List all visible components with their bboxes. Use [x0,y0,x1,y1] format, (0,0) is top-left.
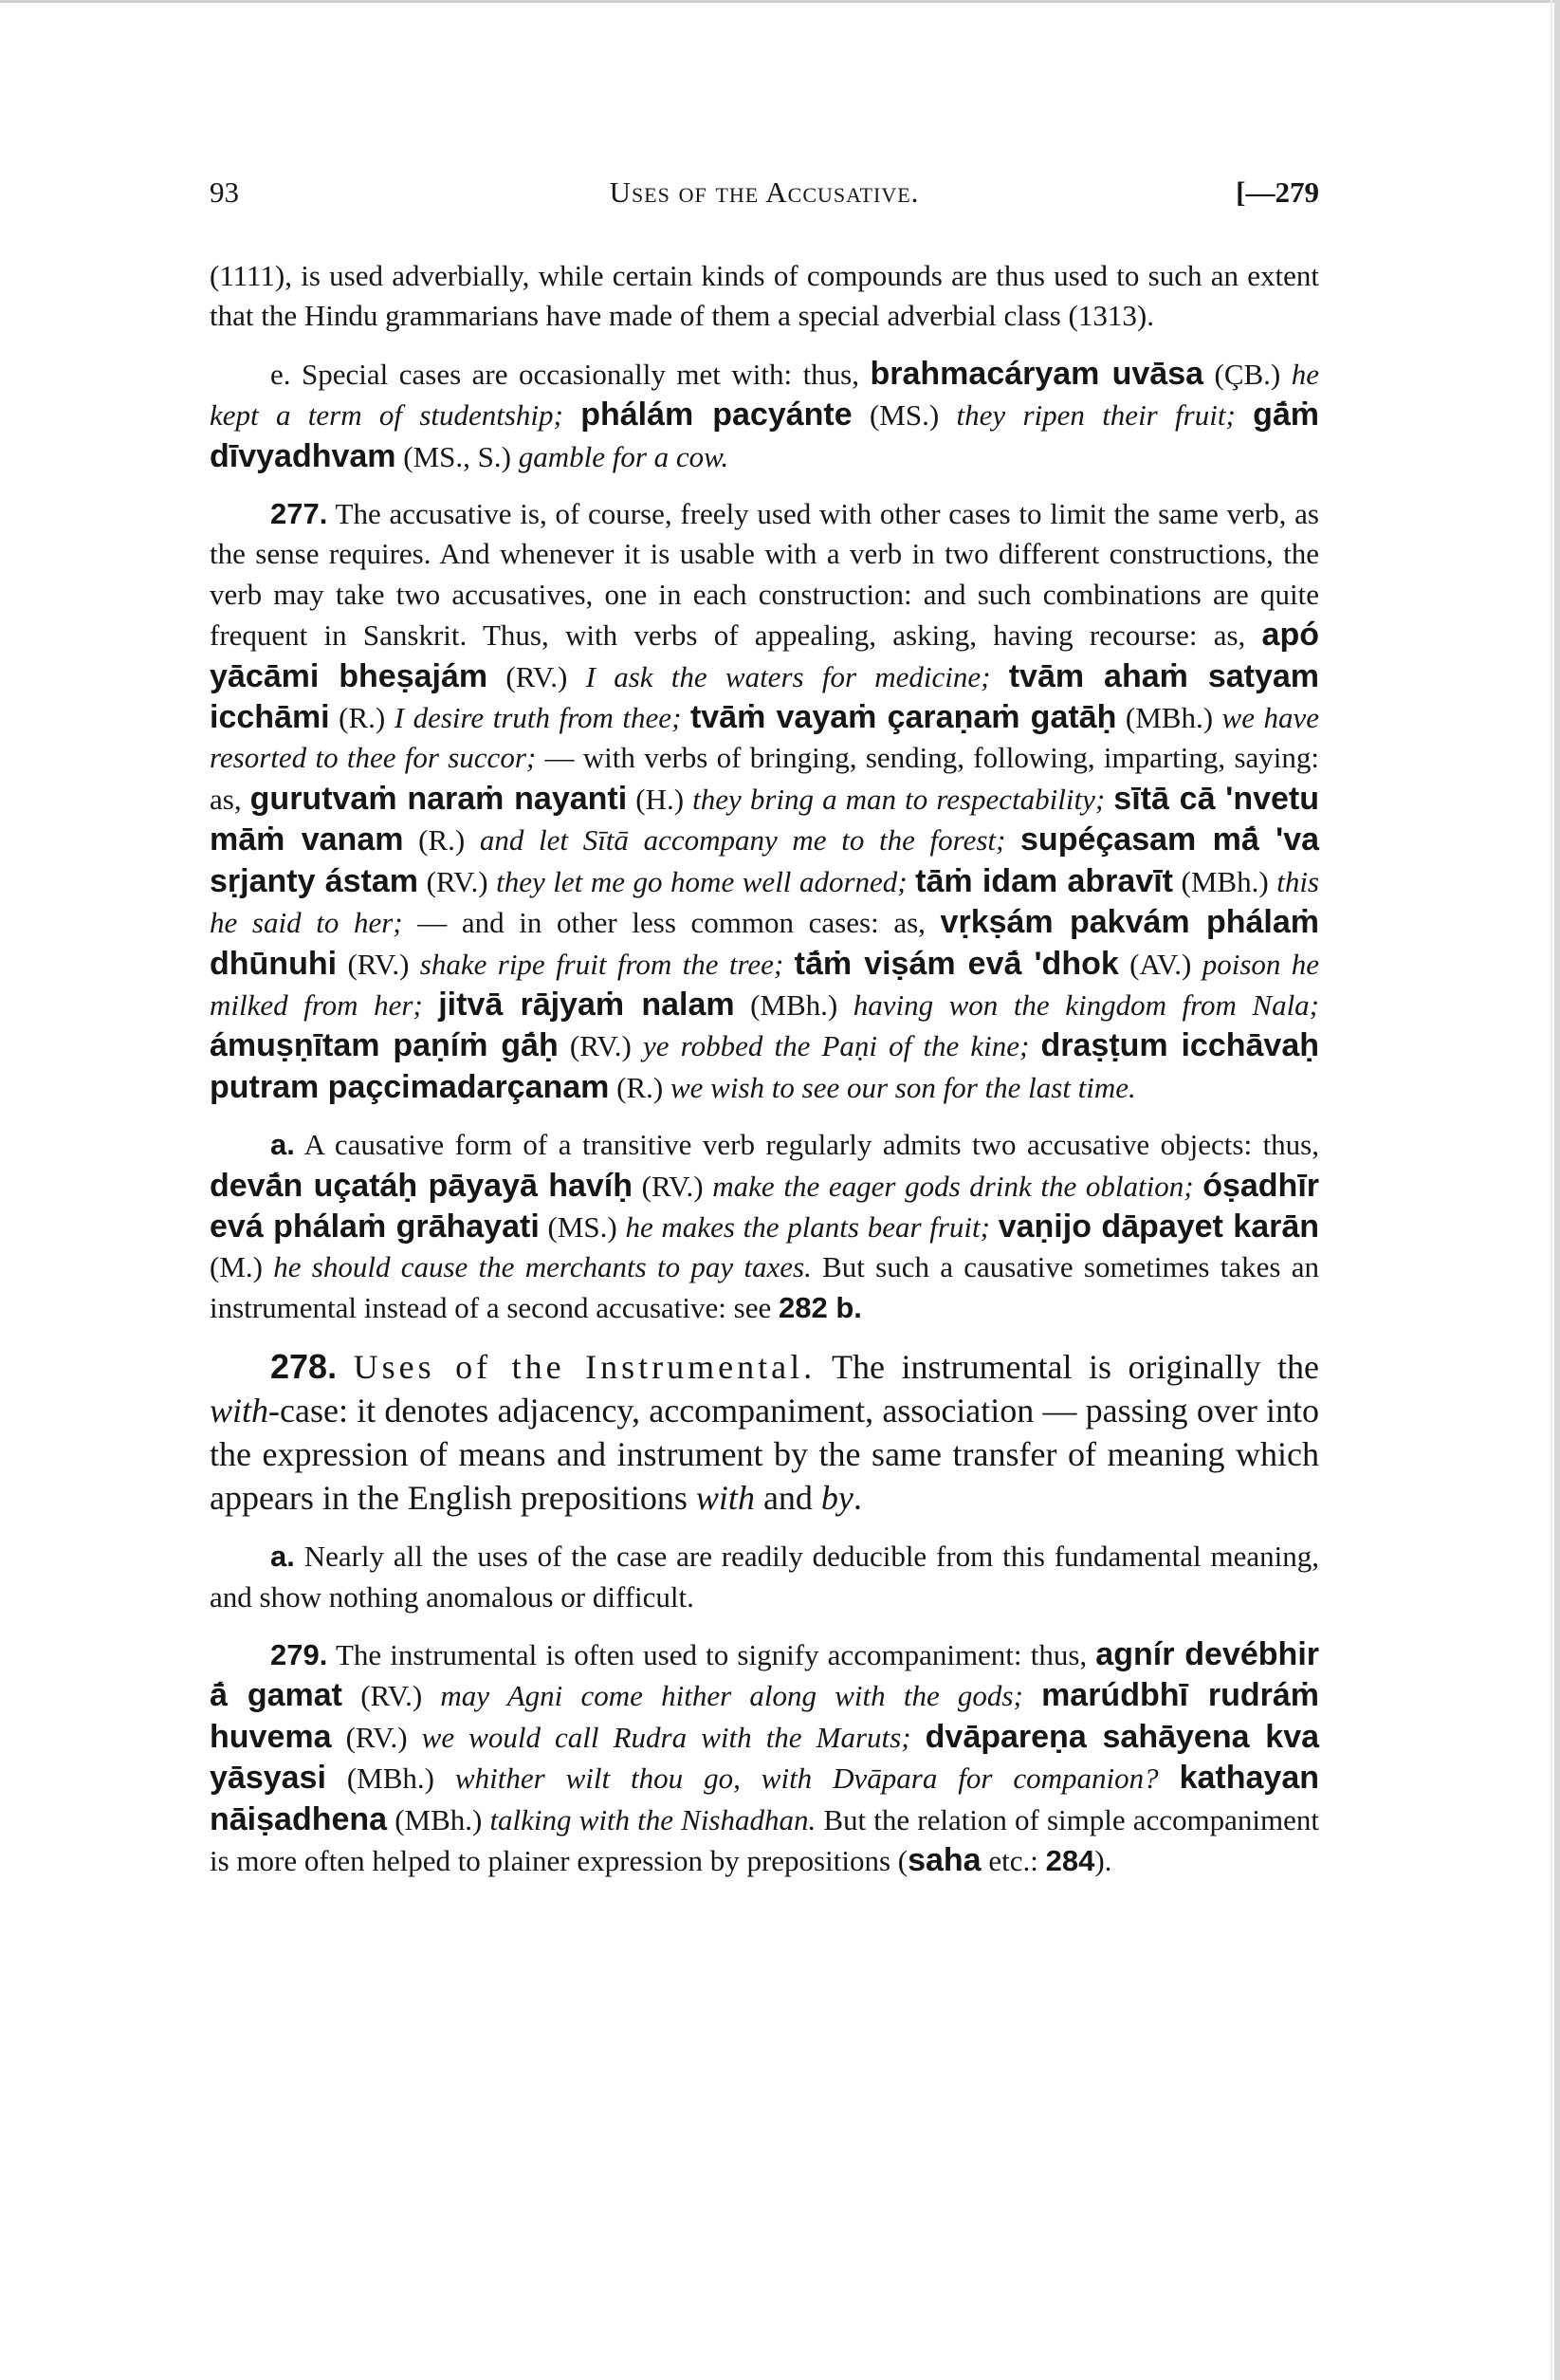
translation-text: shake ripe fruit from the tree; [419,947,784,981]
body-text: (1111), is used adverbially, while certain kinds of compounds are thus used to such an extent that the Hindu grammarians have made of them a special adverbial class (1313). [210,259,1319,333]
sanskrit-text: dvāpareṇa sahāyena kva yāsyasi [210,1718,1320,1797]
section-heading-instrumental: Uses of the Instrumental. [353,1348,817,1387]
paragraph-279 [210,1634,1319,1881]
translation-text: talking with the Nishadhan. [489,1802,817,1836]
body-text [1023,1679,1041,1712]
section-reference: [—279 [1236,175,1319,209]
sanskrit-text: devā́n uçatáḥ pāyayā havíḥ [210,1167,633,1204]
body-text: (RV.) [418,864,497,898]
sanskrit-text: saha [908,1842,982,1878]
body-text [990,1210,999,1244]
translation-text: I desire truth from thee; [394,701,682,735]
page-number: 93 [210,175,239,209]
sanskrit-text: agnír devébhir ā́ gamat [210,1635,1319,1714]
translation-text: they bring a man to respectability; [692,782,1106,816]
body-text: The instrumental is often used to signify accompaniment: thus, [327,1637,1096,1671]
body-text [337,1348,354,1386]
section-number: a. [270,1128,295,1162]
body-text: (RV.) [487,659,586,693]
sanskrit-text: tvāṁ vayaṁ çaraṇaṁ gatāḥ [689,699,1117,736]
body-text: etc.: [981,1844,1046,1877]
body-text: (MS.) [852,398,957,433]
translation-text: gamble for a cow. [518,439,729,473]
sanskrit-text: tvām ahaṁ satyam icchāmi [210,657,1320,736]
body-text: (ÇB.) [1203,357,1292,391]
body-text: (RV.) [337,947,420,981]
body-text [1236,398,1253,432]
section-number: 278. [270,1347,338,1387]
translation-text: he makes the plants bear fruit; [625,1209,990,1244]
sanskrit-text: ámuṣṇītam paṇíṁ gā́ḥ [210,1027,559,1064]
translation-text: this he said to her; [210,864,1319,940]
body-text: (AV.) [1118,947,1202,981]
sanskrit-text: kathayan nāiṣadhena [210,1760,1320,1837]
body-text: (RV.) [633,1169,713,1203]
body-text: — with verbs of bringing, sending, following, imparting, saying: as, [210,741,1319,816]
body-text: (R.) [329,701,395,735]
scan-edge-right [1554,0,1560,2380]
body-text: and [754,1479,821,1518]
body-text: (MBh.) [387,1802,490,1836]
body-text: (MS., S.) [395,439,519,473]
sanskrit-text: gā́ṁ dīvyadhvam [210,397,1320,474]
paragraph-277 [210,494,1319,1108]
sanskrit-text: jitvā rājyaṁ nalam [438,986,735,1023]
sanskrit-text: marúdbhī rudráṁ huvema [210,1677,1320,1755]
translation-text: make the eager gods drink the oblation; [712,1169,1194,1203]
body-text: The accusative is, of course, freely used with other cases to limit the same verb, as the sense requires. And whenever it is usable with a verb in two different constructions, the verb may take two accusatives, one in each construction: and such combinations are quite frequent in Sanskrit. Thus, with verbs of appealing, asking, having recourse: as, [210,497,1319,653]
body-text [1194,1170,1203,1203]
paragraph-277a [210,1125,1319,1328]
body-text: (RV.) [558,1029,643,1063]
body-text [1159,1762,1180,1795]
sanskrit-text: gurutvaṁ naraṁ nayanti [249,780,628,817]
paragraph-276e [210,354,1319,477]
body-text: (R.) [609,1070,670,1104]
translation-text: having won the kingdom from Nala; [853,987,1320,1022]
translation-text: with [695,1479,755,1518]
translation-text: poison he milked from her; [210,947,1320,1022]
body-text: — and in other less common cases: as, [402,906,941,940]
sanskrit-text: tāṁ idam abravīt [915,862,1173,899]
body-text [783,948,794,981]
translation-text: ye robbed the Paṇi of the kine; [643,1029,1030,1063]
sanskrit-text: tā́ṁ viṣám evā́ 'dhok [794,945,1119,982]
sanskrit-text: vṛkṣám pakvám phálaṁ dhūnuhi [210,904,1319,982]
sanskrit-text: draṣṭum icchāvaḥ putram paçcimadarçanam [210,1027,1320,1105]
body-text [1005,823,1020,857]
body-text [1105,783,1113,816]
sanskrit-text: sītā cā 'nvetu māṁ vanam [210,780,1320,858]
body-text: . [853,1479,862,1518]
translation-text: we wish to see our son for the last time. [670,1070,1136,1104]
body-text: (H.) [627,782,693,816]
scan-edge-right-inner [1551,0,1552,2380]
translation-text: they ripen their fruit; [956,398,1236,433]
section-number: 282 b. [778,1290,862,1324]
body-text: ). [1094,1844,1112,1877]
translation-text: whither wilt thou go, with Dvāpara for companion? [454,1762,1159,1796]
body-text [563,398,580,432]
body-text: (MBh.) [734,987,853,1022]
translation-text: I ask the waters for medicine; [585,659,991,693]
body-text: (MS.) [539,1209,626,1244]
body-text [1029,1029,1040,1062]
translation-text: with [210,1392,269,1430]
paragraph-278a [210,1537,1319,1617]
section-number: 284 [1045,1844,1095,1877]
body-text: (RV.) [331,1720,422,1754]
translation-text: and let Sītā accompany me to the forest; [479,823,1006,858]
body-text: e. Special cases are occasionally met with: thus, [270,357,871,391]
body-text: But the relation of simple accompaniment is more often helped to plainer expression by prepositions ( [210,1802,1319,1877]
running-header [210,175,1319,213]
scan-edge-top [0,0,1560,3]
sanskrit-text: óṣadhīr evá phálaṁ grāhayati [210,1167,1320,1245]
body-text [908,865,916,898]
translation-text: we have resorted to thee for succor; [210,701,1320,775]
body-text: A causative form of a transitive verb regularly admits two accusative objects: thus, [294,1128,1319,1162]
sanskrit-text: apó yācāmi bheṣajám [210,617,1319,694]
body-text: (M.) [210,1250,274,1284]
body-text [681,701,690,734]
page-body [210,256,1319,1898]
body-text [911,1721,926,1754]
sanskrit-text: phálám pacyánte [580,397,853,434]
body-text: Nearly all the uses of the case are readily deducible from this fundamental meaning, and show nothing anomalous or difficult. [210,1540,1319,1614]
body-text: But such a causative sometimes takes an instrumental instead of a second accusative: see [210,1250,1319,1324]
body-text: (MBh.) [1172,864,1277,898]
translation-text: may Agni come hither along with the gods; [440,1679,1023,1713]
translation-text: they let me go home well adorned; [496,864,908,898]
body-text [423,988,439,1022]
translation-text: we would call Rudra with the Maruts; [421,1720,911,1754]
body-text: (RV.) [341,1679,441,1713]
paragraph-continuation [210,256,1319,337]
running-title: Uses of the Accusative. [609,175,920,209]
body-text: (MBh.) [325,1762,455,1796]
section-number: 277. [270,497,328,531]
body-text: The instrumental is originally the [816,1348,1319,1387]
translation-text: by [820,1479,853,1518]
body-text: (MBh.) [1116,701,1222,735]
sanskrit-text: vaṇijo dāpayet karān [998,1208,1320,1245]
translation-text: he should cause the merchants to pay taxes. [273,1250,812,1284]
section-number: a. [270,1540,295,1574]
sanskrit-text: brahmacáryam uvāsa [870,355,1204,392]
paragraph-278 [210,1345,1319,1520]
translation-text: he kept a term of studentship; [210,357,1320,433]
body-text: -case: it denotes adjacency, accompaniment, association — passing over into the expression of means and instrument by the same transfer of meaning which appears in the English prepositions [210,1392,1319,1518]
sanskrit-text: supéçasam mā́ 'va sṛjanty ástam [210,821,1320,899]
section-number: 279. [270,1637,328,1671]
body-text: (R.) [403,823,480,858]
body-text [990,660,1008,693]
